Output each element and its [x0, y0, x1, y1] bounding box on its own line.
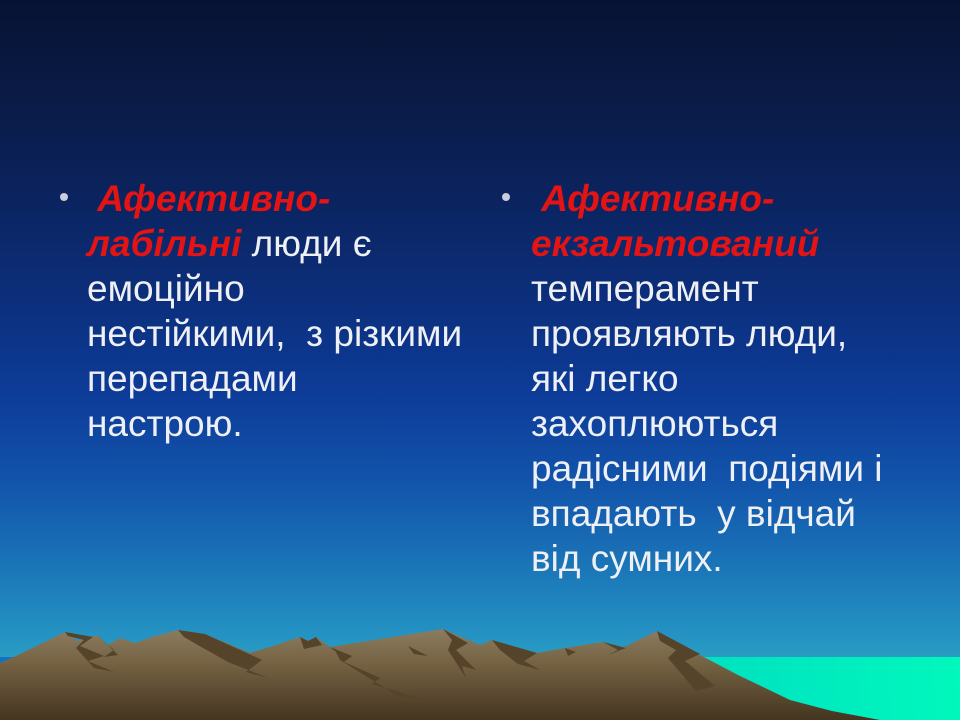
landscape-graphic — [0, 580, 960, 720]
term-text: лабільні — [87, 223, 242, 264]
text-line — [531, 356, 931, 401]
text-line — [87, 401, 487, 446]
text-line — [531, 491, 931, 536]
bullet-dot — [60, 193, 68, 201]
term-text: Афективно- — [531, 178, 775, 219]
text-line — [531, 536, 931, 581]
text-line — [87, 176, 487, 221]
text-line — [531, 446, 931, 491]
text-line — [87, 221, 487, 266]
text-line — [531, 176, 931, 221]
text-line — [531, 401, 931, 446]
body-text: перепадами — [87, 358, 298, 399]
bullet-text-left — [87, 176, 487, 446]
body-text: від сумних. — [531, 538, 723, 579]
text-line — [87, 356, 487, 401]
text-line — [87, 266, 487, 311]
text-line — [87, 311, 487, 356]
body-text: люди є — [241, 223, 372, 264]
body-text: які легко — [531, 358, 679, 399]
body-text: радісними подіями і — [531, 448, 883, 489]
bullet-dot — [502, 193, 510, 201]
term-text: екзальтований — [531, 223, 820, 264]
body-text: захоплюються — [531, 403, 779, 444]
bullet-text-right — [531, 176, 931, 581]
text-line — [531, 266, 931, 311]
body-text: темперамент — [531, 268, 759, 309]
body-text: нестійкими, з різкими — [87, 313, 463, 354]
text-line — [531, 311, 931, 356]
body-text: проявляють люди, — [531, 313, 848, 354]
text-line — [531, 221, 931, 266]
body-text: впадають у відчай — [531, 493, 856, 534]
body-text: емоційно — [87, 268, 245, 309]
body-text: настрою. — [87, 403, 243, 444]
term-text: Афективно- — [87, 178, 331, 219]
